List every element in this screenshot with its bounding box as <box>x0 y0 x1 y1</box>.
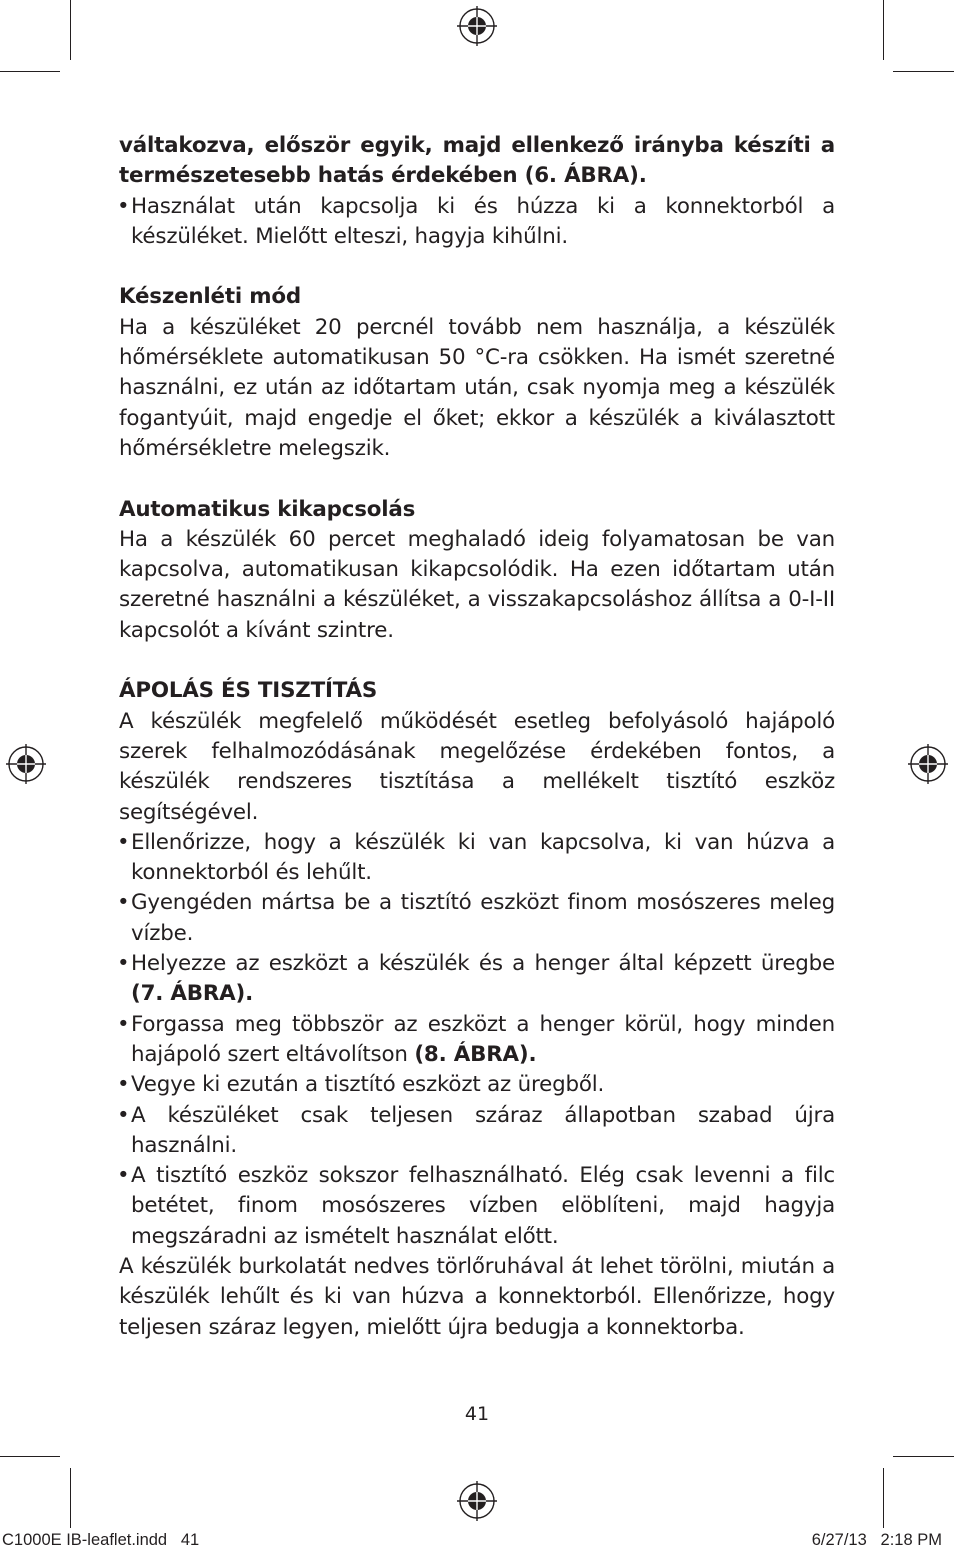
standby-paragraph: Ha a készüléket 20 percnél tovább nem használja, a készülék hőmérséklete automatikusan 50 °C-ra csökken. Ha ismét szeretné használni, ez után az időtartam után, csak nyomja meg a készülék fogantyúit, majd engedje el őket; ekkor a készülék a kiválasztott hőmérsékletre melegszik. <box>119 314 835 461</box>
list-item <box>119 1010 835 1071</box>
list-item: • A tisztító eszköz sokszor felhasználható. Elég csak levenni a filc betétet, finom mosószeres vízben elöblíteni, majd hagyja megszáradni az ismételt használat előtt. <box>119 1161 835 1252</box>
crop-mark <box>0 71 60 72</box>
figure-reference: (7. ÁBRA). <box>131 981 254 1007</box>
slug-timestamp: 6/27/13 2:18 PM <box>811 1531 942 1549</box>
crop-mark <box>0 1456 60 1457</box>
crop-mark <box>70 1468 71 1528</box>
crop-mark <box>70 0 71 60</box>
crop-mark <box>893 71 954 72</box>
page-content <box>119 131 835 1343</box>
list-item-text: Forgassa meg többször az eszközt a henger körül, hogy minden hajápoló szert eltávolítson <box>131 1011 835 1067</box>
figure-reference: (8. ÁBRA). <box>414 1041 537 1067</box>
registration-mark-icon <box>6 744 46 784</box>
care-intro-paragraph: A készülék megfelelő működését esetleg befolyásoló hajápoló szerek felhalmozódásának megelőzése érdekében fontos, a készülék rendszeres tisztítása a mellékelt tisztító eszköz segítségével. <box>119 708 835 825</box>
list-item-text: Helyezze az eszközt a készülék és a henger által képzett üregbe <box>131 951 835 977</box>
slug-filename: C1000E IB-leaflet.indd 41 <box>2 1531 200 1549</box>
registration-mark-icon <box>457 1481 497 1521</box>
intro-bold-text: váltakozva, először egyik, majd ellenkező irányba készíti a természetesebb hatás érdekében (6. ÁBRA). <box>119 133 835 189</box>
list-item: • A készüléket csak teljesen száraz állapotban szabad újra használni. <box>119 1101 835 1162</box>
page-number: 41 <box>464 1403 490 1425</box>
crop-mark <box>893 1456 954 1457</box>
section-heading-standby: Készenléti mód <box>119 284 301 310</box>
list-item: • Használat után kapcsolja ki és húzza ki a konnektorból a készüléket. Mielőtt elteszi, hagyja kihűlni. <box>119 192 835 253</box>
list-item: • Ellenőrizze, hogy a készülék ki van kapcsolva, ki van húzva a konnektorból és lehűlt. <box>119 828 835 889</box>
care-outro-paragraph: A készülék burkolatát nedves törlőruhával át lehet törölni, miután a készülék lehűlt és ki van húzva a konnektorból. Ellenőrizze, hogy teljesen száraz legyen, mielőtt újra bedugja a konnektorba. <box>119 1253 835 1340</box>
crop-mark <box>883 0 884 60</box>
section-heading-care: ÁPOLÁS ÉS TISZTÍTÁS <box>119 678 378 704</box>
list-item: • Vegye ki ezután a tisztító eszközt az üregből. <box>119 1070 835 1100</box>
list-item: • Gyengéden mártsa be a tisztító eszközt finom mosószeres meleg vízbe. <box>119 888 835 949</box>
section-heading-auto-off: Automatikus kikapcsolás <box>119 496 416 522</box>
crop-mark <box>883 1468 884 1528</box>
list-item <box>119 949 835 1010</box>
registration-mark-icon <box>908 744 948 784</box>
auto-off-paragraph: Ha a készülék 60 percet meghaladó ideig folyamatosan be van kapcsolva, automatikusan kikapcsolódik. Ha ezen időtartam után szeretné használni a készüléket, a visszakapcsoláshoz állítsa a 0-I-II kapcsolót a kívánt szintre. <box>119 526 835 643</box>
registration-mark-icon <box>457 6 497 46</box>
